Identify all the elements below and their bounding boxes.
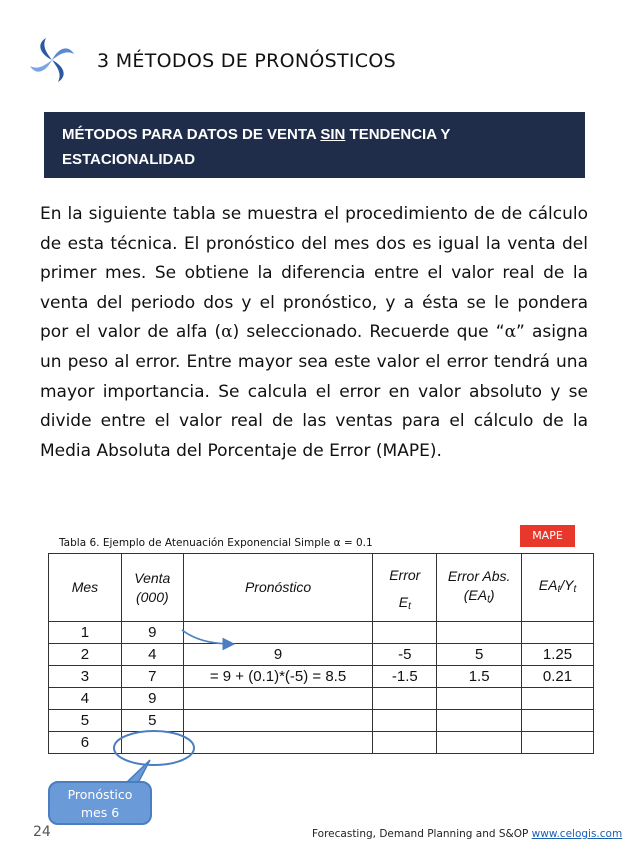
cell-pronostico (183, 622, 373, 644)
callout-line-1: Pronóstico (67, 787, 133, 802)
page-number: 24 (33, 824, 51, 840)
cell-error-abs (437, 732, 522, 754)
cell-mes: 6 (49, 732, 122, 754)
cell-pronostico: 9 (183, 644, 373, 666)
cell-venta: 7 (121, 666, 183, 688)
cell-venta: 4 (121, 644, 183, 666)
cell-error-abs (437, 688, 522, 710)
banner-text-b: TENDENCIA Y (345, 126, 451, 143)
banner-line-1 (62, 122, 567, 147)
cell-pronostico (183, 688, 373, 710)
section-title: 3 MÉTODOS DE PRONÓSTICOS (97, 50, 396, 72)
header-mes: Mes (49, 554, 122, 622)
header-error-abs: Error Abs. $(EA_t)$ (437, 554, 522, 622)
table-row (49, 710, 594, 732)
footer-text (312, 828, 622, 840)
cell-ratio: 0.21 (522, 666, 594, 688)
alpha-symbol: α (221, 322, 233, 343)
cell-venta: 9 (121, 688, 183, 710)
cell-error-abs: 5 (437, 644, 522, 666)
callout-line-2: mes 6 (80, 805, 120, 820)
paragraph-text-1: En la siguiente tabla se muestra el procedimiento de de cálculo de esta técnica. El pronóstico del mes dos es igual la venta del primer mes. Se obtiene la diferencia entre el valor real de la venta del periodo dos y el pronóstico, y a ésta se le pondera por el valor de alfa ( (40, 204, 588, 343)
table-row (49, 622, 594, 644)
table-row (49, 732, 594, 754)
cell-ratio: 1.25 (522, 644, 594, 666)
banner-text-a: MÉTODOS PARA DATOS DE VENTA (62, 126, 321, 143)
header-venta: Venta (000) (121, 554, 183, 622)
cell-error (373, 732, 437, 754)
cell-error (373, 622, 437, 644)
paragraph-text-3: ” asigna un peso al error. Entre mayor sea este valor el error tendrá una mayor importancia. Se calcula el error en valor absoluto y se divide entre el valor real de las ventas para el cálculo de la Media Absoluta del Porcentaje de Error (MAPE). (40, 322, 588, 461)
mape-badge: MAPE (520, 525, 575, 547)
cell-mes: 3 (49, 666, 122, 688)
header-pronostico: Pronóstico (183, 554, 373, 622)
cell-pronostico (183, 710, 373, 732)
table-row (49, 666, 594, 688)
cell-mes: 4 (49, 688, 122, 710)
cell-error-abs: 1.5 (437, 666, 522, 688)
callout-pointer (126, 760, 150, 783)
banner-line-2: ESTACIONALIDAD (62, 151, 196, 168)
swirl-logo-icon (26, 34, 78, 86)
cell-ratio (522, 622, 594, 644)
alpha-symbol: α (504, 322, 517, 343)
cell-mes: 1 (49, 622, 122, 644)
cell-error: -5 (373, 644, 437, 666)
table-row (49, 688, 594, 710)
header-ratio: $EA_t/Y_t$ (522, 554, 594, 622)
cell-error: -1.5 (373, 666, 437, 688)
footer-label: Forecasting, Demand Planning and S&OP (312, 828, 532, 840)
forecast-callout (48, 781, 152, 825)
table-caption: Tabla 6. Ejemplo de Atenuación Exponencial Simple α = 0.1 (59, 537, 373, 549)
paragraph-text-2: ) seleccionado. Recuerde que “ (232, 322, 505, 343)
cell-ratio (522, 710, 594, 732)
cell-error-abs (437, 622, 522, 644)
cell-pronostico (183, 732, 373, 754)
cell-venta (121, 732, 183, 754)
table-row (49, 644, 594, 666)
cell-ratio (522, 688, 594, 710)
header-error: Error $E_t$ (373, 554, 437, 622)
cell-error (373, 688, 437, 710)
cell-error-abs (437, 710, 522, 732)
table-header-row (49, 554, 594, 622)
cell-mes: 2 (49, 644, 122, 666)
section-banner (44, 112, 585, 178)
body-paragraph (40, 200, 588, 466)
banner-sin: SIN (320, 126, 346, 143)
cell-pronostico: = 9 + (0.1)*(-5) = 8.5 (183, 666, 373, 688)
cell-ratio (522, 732, 594, 754)
cell-venta: 5 (121, 710, 183, 732)
footer-link[interactable]: www.celogis.com (531, 828, 623, 840)
cell-venta: 9 (121, 622, 183, 644)
cell-mes: 5 (49, 710, 122, 732)
cell-error (373, 710, 437, 732)
forecast-table (48, 553, 594, 754)
